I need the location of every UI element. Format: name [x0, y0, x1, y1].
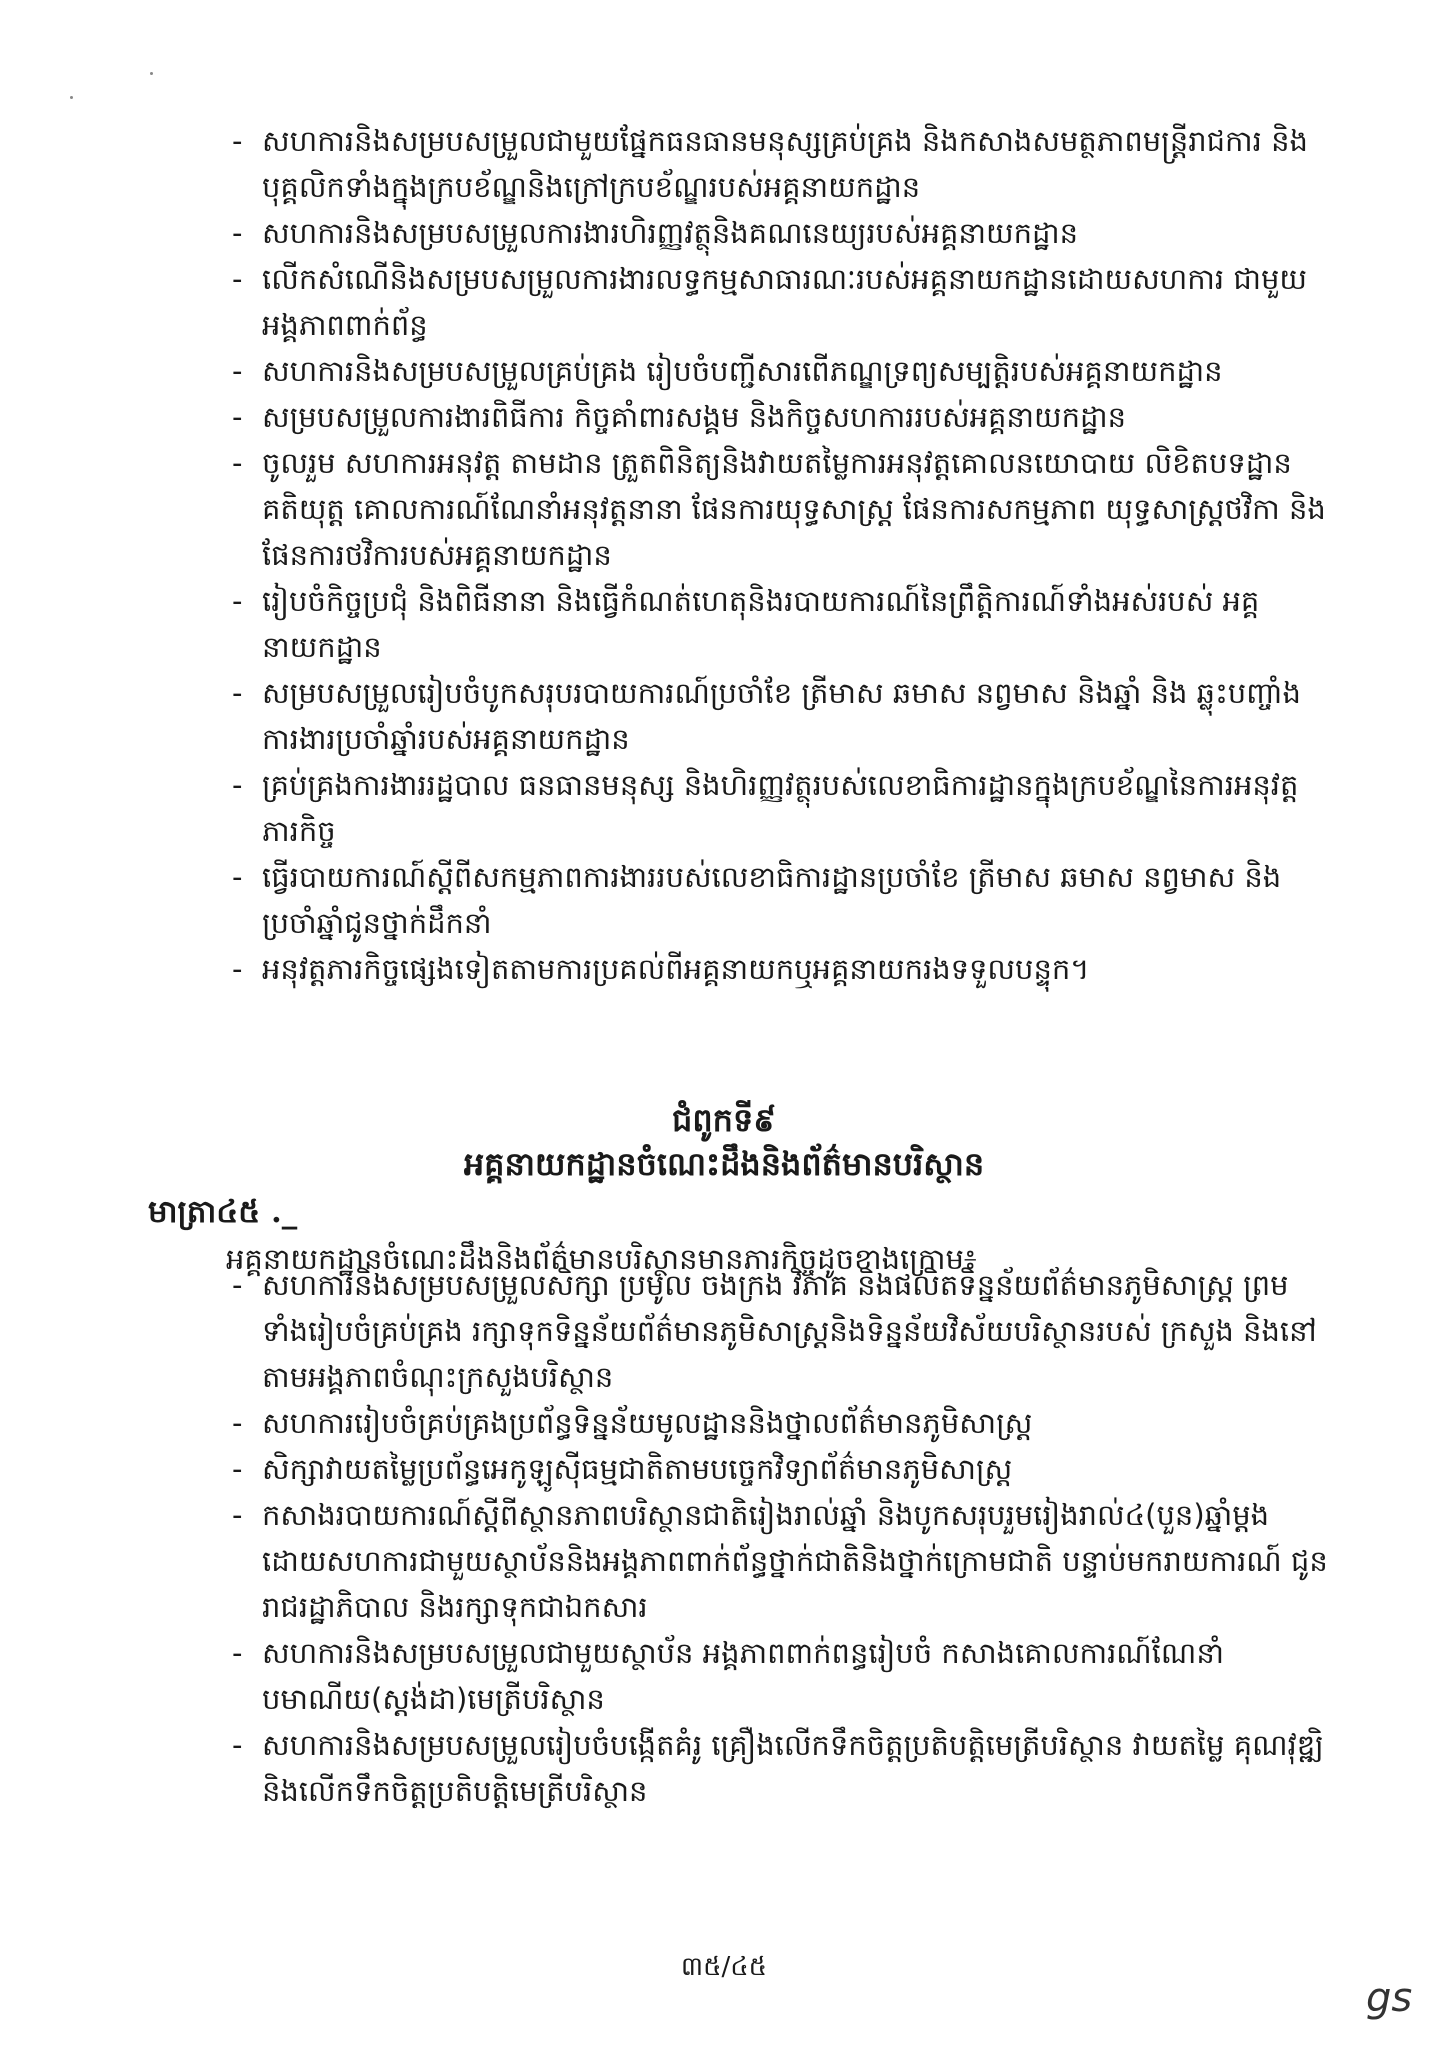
article-heading: មាត្រា៤៥ ._ [148, 1194, 298, 1230]
list-item [232, 118, 1332, 210]
list-item [232, 440, 1332, 578]
list-item [232, 1630, 1332, 1722]
bullet-dash: - [232, 1268, 243, 1302]
bullet-dash: - [232, 1406, 243, 1440]
bullet-dash: - [232, 216, 243, 250]
bullet-dash: - [232, 262, 243, 296]
list-item-text: សហការរៀបចំគ្រប់គ្រងប្រព័ន្ធទិន្នន័យមូលដ្ឋាននិងថ្នាលព័ត៌មានភូមិសាស្ត្រ [262, 1406, 1033, 1440]
list-item [232, 394, 1332, 440]
bullet-dash: - [232, 124, 243, 158]
chapter-name: អគ្គនាយកដ្ឋានចំណេះដឹងនិងព័ត៌មានបរិស្ថាន [463, 1145, 985, 1183]
list-item-text: ធ្វើរបាយការណ៍ស្តីពីសកម្មភាពការងាររបស់លេខាធិការដ្ឋានប្រចាំខែ ត្រីមាស ឆមាស នព្វមាស និងប្រចាំឆ្នាំជូនថ្នាក់ដឹកនាំ [262, 860, 1282, 940]
list-item-text: លើកសំណើនិងសម្របសម្រួលការងារលទ្ធកម្មសាធារណៈរបស់អគ្គនាយកដ្ឋានដោយសហការ ជាមួយអង្គភាពពាក់ព័ន្ធ [262, 262, 1307, 342]
handwritten-initial: gs [1366, 1975, 1413, 2021]
bullet-dash: - [232, 860, 243, 894]
list-item-text: សហការនិងសម្របសម្រួលជាមួយស្ថាប័ន អង្គភាពពាក់ពន្ធរៀបចំ កសាងគោលការណ៍ណែនាំ បមាណីយ(ស្តង់ដា)មេត្រីបរិស្ថាន [262, 1636, 1224, 1716]
list-item-text: សហការនិងសម្របសម្រួលគ្រប់គ្រង រៀបចំបញ្ជីសារពើភណ្ឌទ្រព្យសម្បត្តិរបស់អគ្គនាយកដ្ឋាន [262, 354, 1223, 388]
list-item-text: សម្របសម្រួលការងារពិធីការ កិច្ចគាំពារសង្គម និងកិច្ចសហការរបស់អគ្គនាយកដ្ឋាន [262, 400, 1127, 434]
list-item [232, 210, 1332, 256]
scan-speck [70, 96, 73, 99]
bullet-dash: - [232, 1498, 243, 1532]
list-item [232, 1262, 1332, 1400]
list-item [232, 1722, 1332, 1814]
bullet-dash: - [232, 768, 243, 802]
list-item [232, 1446, 1332, 1492]
list-item-text: គ្រប់គ្រងការងាររដ្ឋបាល ធនធានមនុស្ស និងហិរញ្ញវត្ថុរបស់លេខាធិការដ្ឋានក្នុងក្របខ័ណ្ឌនៃការអនុវត្ត ភារកិច្ច [262, 768, 1299, 848]
bullet-dash: - [232, 1452, 243, 1486]
bullet-dash: - [232, 446, 243, 480]
list-item-text: រៀបចំកិច្ចប្រជុំ និងពិធីនានា និងធ្វើកំណត់ហេតុនិងរបាយការណ៍នៃព្រឹត្តិការណ៍ទាំងអស់របស់ អគ្គនាយកដ្ឋាន [262, 584, 1260, 664]
list-item [232, 256, 1332, 348]
bullet-dash: - [232, 1728, 243, 1762]
page-number: ៣៥/៤៥ [680, 1952, 768, 1982]
list-item-text: សហការនិងសម្របសម្រួលការងារហិរញ្ញវត្ថុនិងគណនេយ្យរបស់អគ្គនាយកដ្ឋាន [262, 216, 1079, 250]
bullet-dash: - [232, 354, 243, 388]
list-item [232, 670, 1332, 762]
bullet-dash: - [232, 584, 243, 618]
list-item [232, 1400, 1332, 1446]
bullet-dash: - [232, 400, 243, 434]
bullet-dash: - [232, 1636, 243, 1670]
list-item-text: សហការនិងសម្របសម្រួលជាមួយផ្នែកធនធានមនុស្សគ្រប់គ្រង និងកសាងសមត្ថភាពមន្ត្រីរាជការ និងបុគ្គលិកទាំងក្នុងក្របខ័ណ្ឌនិងក្រៅក្របខ័ណ្ឌរបស់អគ្គនាយកដ្ឋាន [262, 124, 1308, 204]
bullet-dash: - [232, 952, 243, 986]
list-item [232, 762, 1332, 854]
list-item-text: ចូលរួម សហការអនុវត្ត តាមដាន ត្រួតពិនិត្យនិងវាយតម្លៃការអនុវត្តគោលនយោបាយ លិខិតបទដ្ឋាន គតិយុត្ត គោលការណ៍ណែនាំអនុវត្តនានា ផែនការយុទ្ធសាស្ត្រ ផែនការសកម្មភាព យុទ្ធសាស្ត្រថវិកា និងផែនការថវិការបស់អគ្គនាយកដ្ឋាន [262, 446, 1326, 572]
list-item [232, 1492, 1332, 1630]
list-item-text: កសាងរបាយការណ៍ស្តីពីស្ថានភាពបរិស្ថានជាតិរៀងរាល់ឆ្នាំ និងបូកសរុបរួមរៀងរាល់៤(បួន)ឆ្នាំម្តង ដោយសហការជាមួយស្ថាប័ននិងអង្គភាពពាក់ព័ន្ធថ្នាក់ជាតិនិងថ្នាក់ក្រោមជាតិ បន្ទាប់មករាយការណ៍ ជូនរាជរដ្ឋាភិបាល និងរក្សាទុកជាឯកសារ [262, 1498, 1328, 1624]
list-item [232, 946, 1332, 992]
list-item [232, 578, 1332, 670]
list-item-text: សហការនិងសម្របសម្រួលសិក្សា ប្រមូល ចងក្រង វិភាគ និងផលិតទិន្នន័យព័ត៌មានភូមិសាស្ត្រ ព្រមទាំងរៀបចំគ្រប់គ្រង រក្សាទុកទិន្នន័យព័ត៌មានភូមិសាស្ត្រនិងទិន្នន័យវិស័យបរិស្ថានរបស់ ក្រសួង និងនៅតាមអង្គភាពចំណុះក្រសួងបរិស្ថាន [262, 1268, 1317, 1394]
scan-speck [150, 72, 153, 75]
list-item [232, 348, 1332, 394]
list-item-text: សម្របសម្រួលរៀបចំបូកសរុបរបាយការណ៍ប្រចាំខែ ត្រីមាស ឆមាស នព្វមាស និងឆ្នាំ និង ឆ្លុះបញ្ចាំង ការងារប្រចាំឆ្នាំរបស់អគ្គនាយកដ្ឋាន [262, 676, 1301, 756]
bullet-dash: - [232, 676, 243, 710]
list-item-text: សិក្សាវាយតម្លៃប្រព័ន្ធអេកូឡូស៊ីធម្មជាតិតាមបច្ចេកវិទ្យាព័ត៌មានភូមិសាស្ត្រ [262, 1452, 1013, 1486]
list-item-text: អនុវត្តភារកិច្ចផ្សេងទៀតតាមការប្រគល់ពីអគ្គនាយកឬអគ្គនាយករងទទួលបន្ទុក។ [262, 952, 1090, 986]
article-intro: អគ្គនាយកដ្ឋានចំណេះដឹងនិងព័ត៌មានបរិស្ថានមានភារកិច្ចដូចខាងក្រោម៖ [226, 1242, 977, 1276]
duties-list-knowledge-dept [232, 1262, 1332, 1814]
list-item-text: សហការនិងសម្របសម្រួលរៀបចំបង្កើតគំរូ គ្រឿងលើកទឹកចិត្តប្រតិបត្តិមេត្រីបរិស្ថាន វាយតម្លៃ គុណវុឌ្ឍិ និងលើកទឹកចិត្តប្រតិបត្តិមេត្រីបរិស្ថាន [262, 1728, 1324, 1808]
list-item [232, 854, 1332, 946]
duties-list-secretariat [232, 118, 1332, 992]
chapter-label: ជំពូកទី៩ [672, 1101, 776, 1139]
